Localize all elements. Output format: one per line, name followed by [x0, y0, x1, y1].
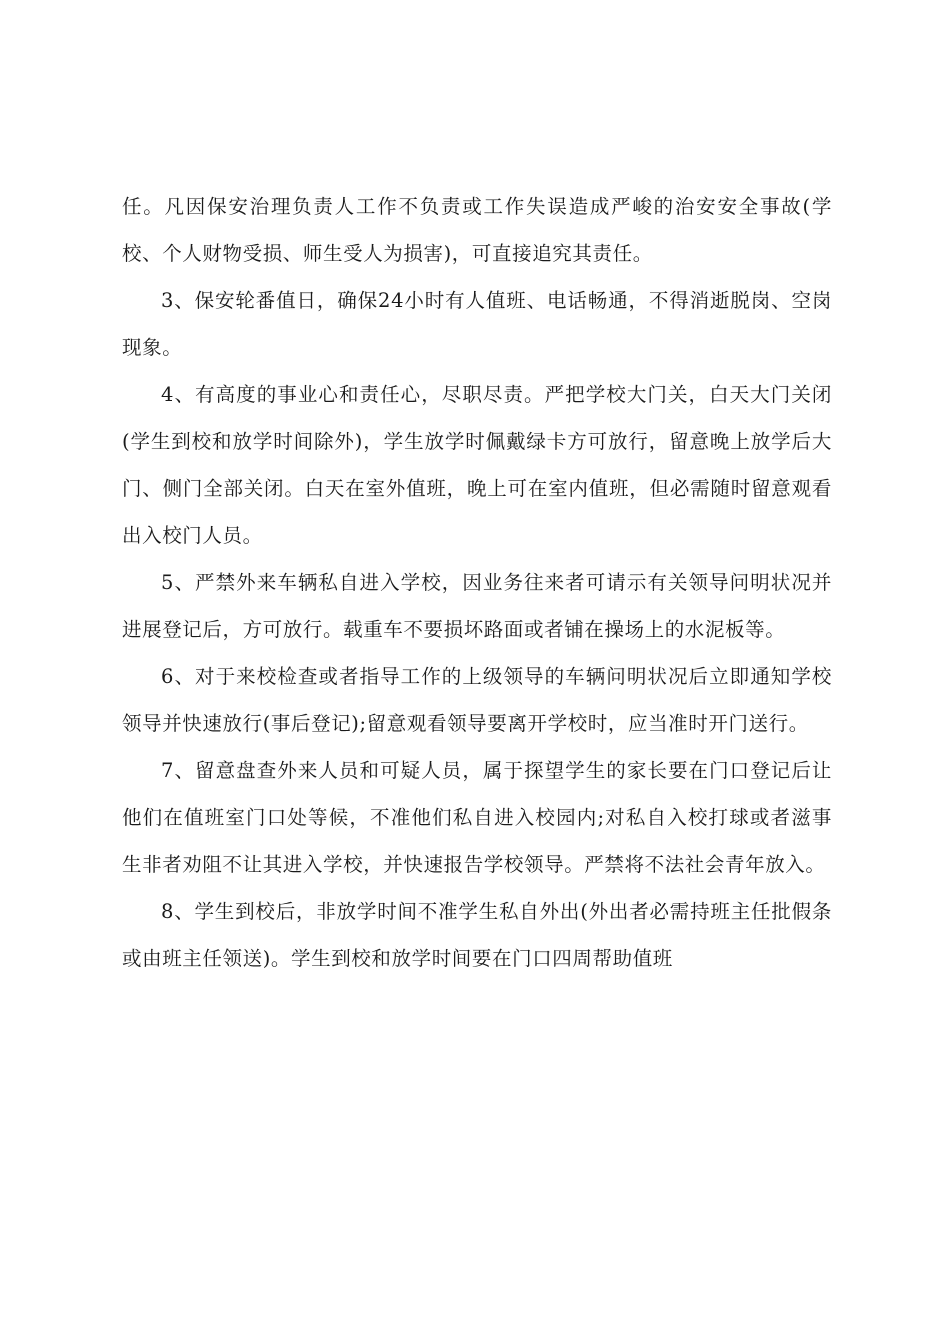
- document-body: [122, 183, 832, 982]
- paragraph-item-3: 3、保安轮番值日，确保24小时有人值班、电话畅通，不得消逝脱岗、空岗现象。: [122, 289, 832, 359]
- paragraph-item-6: 6、对于来校检查或者指导工作的上级领导的车辆问明状况后立即通知学校领导并快速放行(事后登记);留意观看领导要离开学校时，应当准时开门送行。: [122, 665, 832, 735]
- paragraph-continuation: 任。凡因保安治理负责人工作不负责或工作失误造成严峻的治安安全事故(学校、个人财物受损、师生受人为损害)，可直接追究其责任。: [122, 195, 832, 265]
- paragraph-item-4: 4、有高度的事业心和责任心，尽职尽责。严把学校大门关，白天大门关闭(学生到校和放学时间除外)，学生放学时佩戴绿卡方可放行，留意晚上放学后大门、侧门全部关闭。白天在室外值班，晚上可在室内值班，但必需随时留意观看出入校门人员。: [122, 383, 832, 547]
- paragraph-item-8: 8、学生到校后，非放学时间不准学生私自外出(外出者必需持班主任批假条或由班主任领送)。学生到校和放学时间要在门口四周帮助值班: [122, 900, 832, 970]
- paragraph-item-7: 7、留意盘查外来人员和可疑人员，属于探望学生的家长要在门口登记后让他们在值班室门口处等候，不准他们私自进入校园内;对私自入校打球或者滋事生非者劝阻不让其进入学校，并快速报告学校领导。严禁将不法社会青年放入。: [122, 759, 832, 876]
- paragraph-item-5: 5、严禁外来车辆私自进入学校，因业务往来者可请示有关领导问明状况并进展登记后，方可放行。载重车不要损坏路面或者铺在操场上的水泥板等。: [122, 571, 832, 641]
